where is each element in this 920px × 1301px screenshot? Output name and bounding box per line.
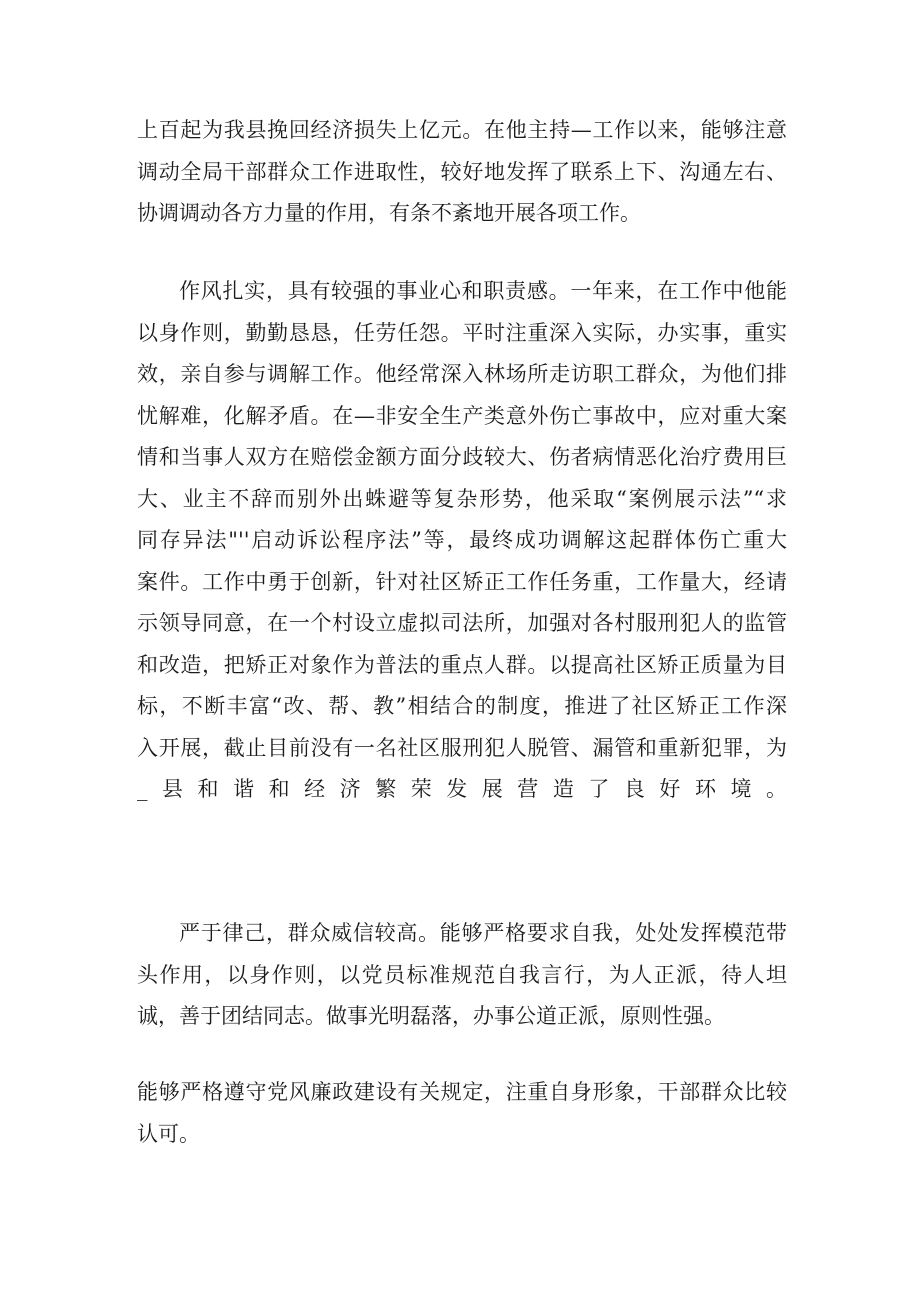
- text-line: 情和当事人双方在赔偿金额方面分歧较大、伤者病情恶化治疗费用巨: [137, 445, 787, 469]
- text-line: [137, 811, 787, 853]
- text-line: 入开展，截止目前没有一名社区服刑犯人脱管、漏管和重新犯罪，为: [137, 735, 787, 760]
- text-line: 标，不断丰富“改、帮、教”相结合的制度，推进了社区矫正工作深: [137, 694, 787, 718]
- text-line: 大、业主不辞而别外出蛛避等复杂形势，他采取“案例展示法”“求: [137, 486, 787, 511]
- paragraph-2: [137, 271, 787, 894]
- text-line: 示领导同意，在一个村设立虚拟司法所，加强对各村服刑犯人的监管: [137, 611, 787, 635]
- text-line: 和改造，把矫正对象作为普法的重点人群。以提高社区矫正质量为目: [137, 652, 787, 677]
- text-line: 案件。工作中勇于创新，针对社区矫正工作任务重，工作量大，经请: [137, 569, 787, 594]
- text-line: 以身作则，勤勤恳恳，任劳任怨。平时注重深入实际，办实事，重实: [137, 320, 787, 345]
- paragraph-1: [137, 110, 787, 235]
- text-line: 忧解难，化解矛盾。在—非安全生产类意外伤亡事故中，应对重大案: [137, 403, 787, 428]
- text-line: 上百起为我县挽回经济损失上亿元。在他主持—工作以来，能够注意: [137, 118, 787, 142]
- paragraph-3: [137, 913, 787, 1038]
- text-line: 协调调动各方力量的作用，有条不紊地开展各项工作。: [137, 201, 641, 225]
- text-line: 效，亲自参与调解工作。他经常深入林场所走访职工群众，为他们排: [137, 362, 787, 386]
- text-line: 同存异法"''启动诉讼程序法”等，最终成功调解这起群体伤亡重大: [137, 528, 787, 552]
- text-line: [137, 852, 787, 894]
- text-line: 诚，善于团结同志。做事光明磊落，办事公道正派，原则性强。: [137, 1004, 725, 1028]
- text-line: 调动全局干部群众工作进取性，较好地发挥了联系上下、沟通左右、: [137, 159, 787, 184]
- text-line: 严于律己，群众威信较高。能够严格要求自我，处处发挥模范带: [179, 921, 787, 945]
- paragraph-4: [137, 1072, 787, 1155]
- text-line: 头作用，以身作则，以党员标准规范自我言行，为人正派，待人坦: [137, 962, 787, 987]
- text-line: _县和谐和经济繁荣发展营造了良好环境。: [137, 777, 787, 801]
- text-line: 作风扎实，具有较强的事业心和职责感。一年来，在工作中他能: [179, 279, 787, 303]
- text-line: 认可。: [137, 1121, 200, 1146]
- text-line: 能够严格遵守党风廉政建设有关规定，注重自身形象，干部群众比较: [137, 1080, 787, 1104]
